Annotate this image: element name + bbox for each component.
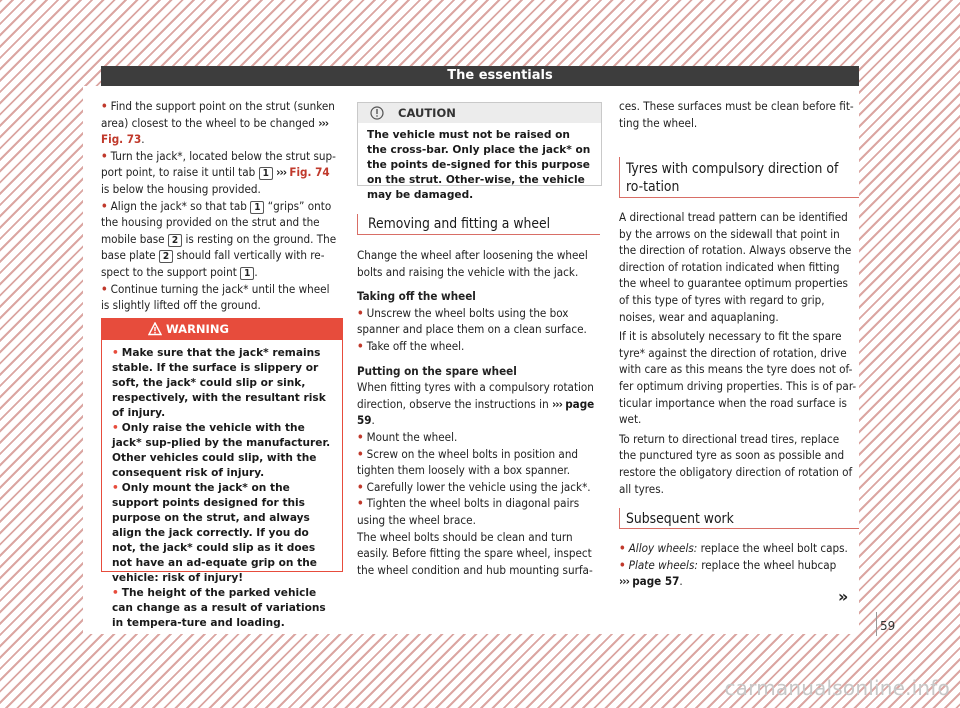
list-item: • Carefully lower the vehicle using the jack*. [357, 479, 591, 494]
paragraph: To return to directional tread tires, replace the punctured tyre as soon as possible and restore the obligatory direction of rotation of all tyres. [619, 431, 853, 496]
list-item: • Plate wheels: replace the wheel hubcap ››› page 57. [619, 557, 837, 589]
subheading: Taking off the wheel [357, 289, 476, 304]
figure-link[interactable]: Fig. 73 [101, 132, 142, 147]
caution-text: The vehicle must not be raised on the cross-bar. Only place the jack* on the points de-signed for this purpose on the strut. Other-wise, the vehicle may be damaged. [367, 129, 591, 201]
section-rule [619, 528, 859, 529]
callout-number: 1 [240, 267, 254, 280]
section-marker [357, 214, 358, 234]
bullet-icon: • [101, 198, 108, 213]
bullet-icon: • [357, 305, 364, 320]
bullet-icon: • [357, 479, 364, 494]
paragraph: ces. These surfaces must be clean before fit-ting the wheel. [619, 99, 854, 130]
list-item: • Alloy wheels: replace the wheel bolt caps. [619, 541, 848, 555]
bullet-icon: • [357, 338, 364, 353]
list-item: • Take off the wheel. [357, 338, 465, 353]
caution-header [358, 103, 601, 123]
warning-label: WARNING [166, 322, 229, 336]
page-number: 59 [880, 619, 896, 633]
list-item: • Turn the jack*, located below the strut sup-port point, to raise it until tab 1 ››› Fig. 74 is below the housing provided. [101, 148, 336, 196]
bullet-icon: • [619, 541, 626, 555]
column-right-body [619, 209, 859, 497]
watermark: carmanualsonline.info [724, 676, 950, 700]
list-item: • Continue turning the jack* until the wheel is slightly lifted off the ground. [101, 281, 330, 313]
list-item: • Mount the wheel. [357, 429, 458, 444]
list-item: • Align the jack* so that tab 1 “grips” onto the housing provided on the strut and the mobile base 2 is resting on the ground. The base plate 2 should fall vertically with re-spect to the support point 1 . [101, 198, 337, 279]
bullet-icon: • [101, 148, 108, 163]
column-middle [357, 247, 600, 578]
bullet-icon: • [357, 429, 364, 444]
page-header-title: The essentials [447, 68, 553, 83]
callout-number: 1 [250, 201, 264, 214]
section-title-tyres-direction: Tyres with compulsory direction of ro-tation [626, 161, 839, 195]
section-title-removing-wheel: Removing and fitting a wheel [368, 216, 551, 232]
subheading: Putting on the spare wheel [357, 363, 517, 378]
bullet-icon: • [112, 422, 119, 434]
warning-item: • Make sure that the jack* remains stable. If the surface is slippery or soft, the jack* could slip or sink, respectively, with the resultant risk of injury. [112, 347, 326, 419]
bullet-icon: • [619, 557, 626, 572]
page-header [101, 66, 859, 86]
paragraph: Change the wheel after loosening the wheel bolts and raising the vehicle with the jack. [357, 248, 588, 279]
bullet-icon: • [101, 99, 108, 113]
column-right [619, 98, 859, 131]
list-item: • Find the support point on the strut (sunken area) closest to the wheel to be changed ››› Fig. 73. [101, 99, 335, 147]
callout-number: 2 [159, 250, 173, 263]
caution-info-icon [370, 106, 384, 120]
bullet-icon: • [357, 496, 364, 511]
warning-item: • The height of the parked vehicle can change as a result of variations in tempera-ture and loading. [112, 587, 326, 629]
warning-item: • Only mount the jack* on the support points designed for this purpose on the strut, and always align the jack correctly. If you do not, the jack* could slip as it does not have an ad-equate grip on the vehicle: risk of injury! [112, 482, 317, 584]
paragraph: The wheel bolts should be clean and turn easily. Before fitting the spare wheel, inspect the wheel condition and hub mounting surfa- [357, 529, 593, 577]
bullet-icon: • [112, 482, 119, 494]
list-item: • Unscrew the wheel bolts using the box spanner and place them on a clean surface. [357, 305, 587, 337]
page-number-rule [876, 612, 877, 636]
bullet-icon: • [112, 587, 119, 599]
warning-item: • Only raise the vehicle with the jack* sup-plied by the manufacturer. Other vehicles could slip, with the consequent risk of injury. [112, 422, 331, 479]
list-item: • Tighten the wheel bolts in diagonal pairs using the wheel brace. [357, 496, 580, 527]
list-item: • Screw on the wheel bolts in position and tighten them loosely with a box spanner. [357, 446, 579, 478]
figure-link[interactable]: Fig. 74 [289, 165, 330, 180]
page-link[interactable]: page 59 [357, 396, 595, 428]
warning-triangle-icon [148, 322, 162, 336]
callout-number: 2 [168, 234, 182, 247]
caution-label: CAUTION [398, 106, 456, 120]
warning-header [102, 319, 342, 340]
section-title-subsequent-work: Subsequent work [626, 511, 734, 527]
paragraph: A directional tread pattern can be identified by the arrows on the sidewall that point in the direction of rotation. Always observe the direction of rotation indicated when fitting the wheel to guarantee optimum properties of this type of tyres with regard to grip, noises, wear and aquaplaning. [619, 210, 852, 324]
caution-box [357, 102, 602, 201]
paragraph: If it is absolutely necessary to fit the spare tyre* against the direction of rotation, drive with care as this means the tyre does not of-fer optimum driving properties. This is of par-ticular importance when the road surface is wet. [619, 329, 857, 427]
section-marker [619, 508, 620, 528]
warning-box [101, 318, 343, 629]
section-marker [619, 157, 620, 197]
callout-number: 1 [259, 167, 273, 180]
paragraph: When fitting tyres with a compulsory rotation direction, observe the instructions in ››› page 59. [357, 380, 595, 428]
column-right-list [619, 540, 859, 590]
continued-marker: » [838, 587, 849, 606]
column-left [101, 98, 341, 314]
bullet-icon: • [112, 347, 119, 359]
bullet-icon: • [357, 446, 364, 461]
section-rule [357, 234, 600, 235]
page-link[interactable]: page 57 [632, 574, 680, 589]
warning-body [102, 340, 342, 631]
section-rule [619, 197, 859, 198]
bullet-icon: • [101, 281, 108, 296]
